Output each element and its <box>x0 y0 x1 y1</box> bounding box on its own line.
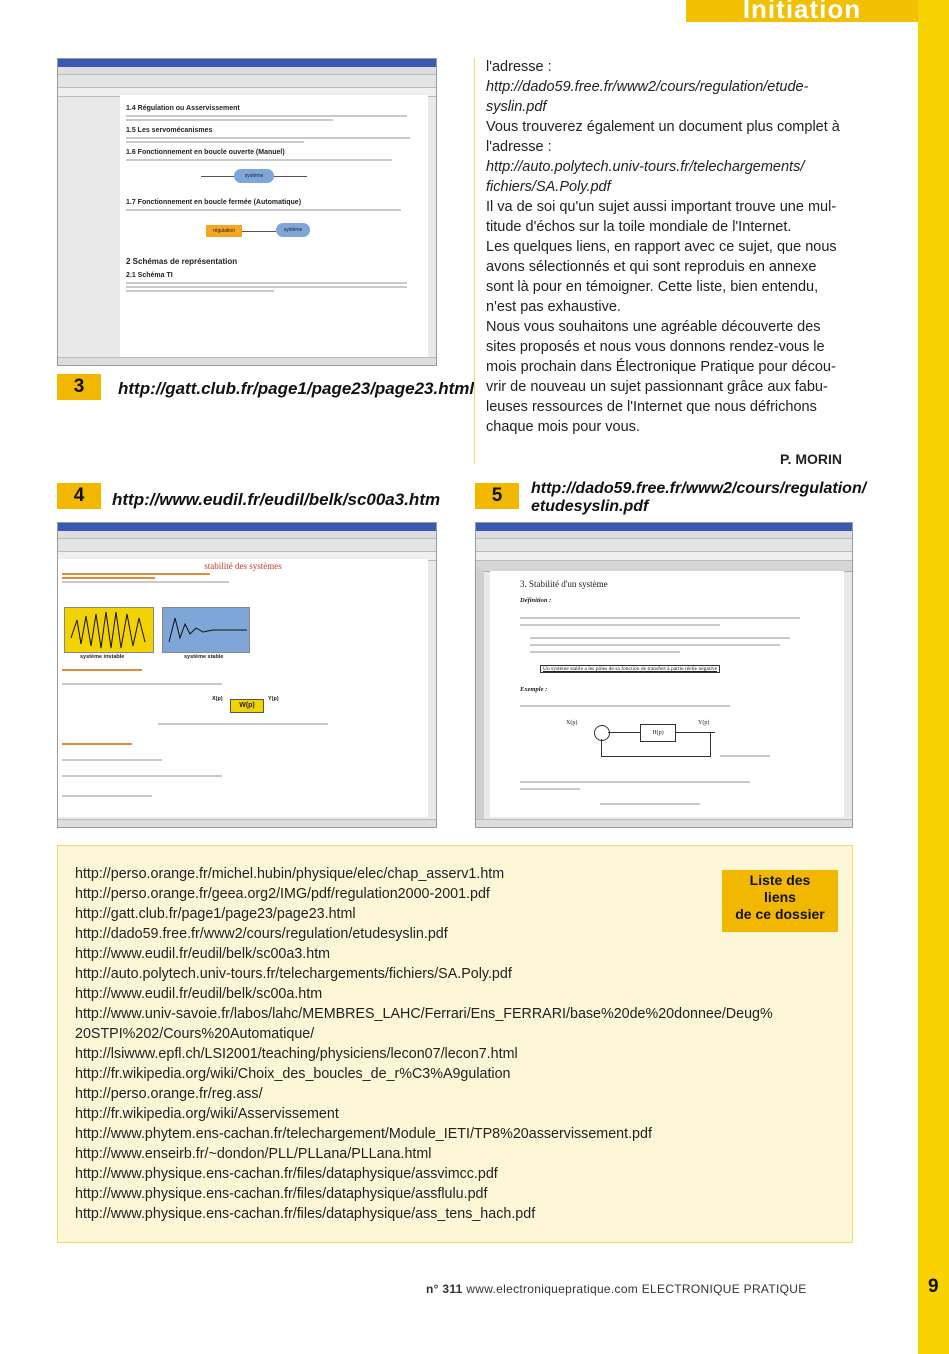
fig5-output-label: Y(p) <box>698 720 710 726</box>
figure-5-screenshot <box>475 522 853 828</box>
link-item[interactable]: http://www.physique.ens-cachan.fr/files/dataphysique/assvimcc.pdf <box>75 1166 498 1182</box>
article-line: Nous vous souhaitons une agréable découverte des <box>486 319 821 335</box>
fig3-heading-1: 1.4 Régulation ou Asservissement <box>126 105 240 112</box>
link-item[interactable]: http://www.phytem.ens-cachan.fr/telechargement/Module_IETI/TP8%20asservissement.pdf <box>75 1126 652 1142</box>
author: P. MORIN <box>780 451 842 467</box>
article-line: chaque mois pour vous. <box>486 419 640 435</box>
figure-4-number: 4 <box>57 483 101 509</box>
links-badge-line: de ce dossier <box>735 906 825 922</box>
figure-4-screenshot <box>57 522 437 828</box>
fig4-block: W(p) <box>230 699 264 713</box>
link-item[interactable]: http://www.univ-savoie.fr/labos/lahc/MEMBRES_LAHC/Ferrari/Ens_FERRARI/base%20de%20donnee/Deug% <box>75 1006 773 1022</box>
figure-3-number: 3 <box>57 374 101 400</box>
article-line: http://auto.polytech.univ-tours.fr/telechargements/ <box>486 159 805 175</box>
figure-5-caption-line-2: etudesyslin.pdf <box>531 498 649 515</box>
figure-3-caption: http://gatt.club.fr/page1/page23/page23.html <box>118 379 475 398</box>
figure-5-number: 5 <box>475 483 519 509</box>
issue-number: 311 <box>442 1282 463 1296</box>
column-rule <box>474 58 475 464</box>
article-line: avons sélectionnés et qui sont reproduis en annexe <box>486 259 817 275</box>
fig3-block-system: système <box>234 169 274 183</box>
link-item[interactable]: http://www.physique.ens-cachan.fr/files/dataphysique/assflulu.pdf <box>75 1186 488 1202</box>
page-edge-strip <box>918 0 949 1354</box>
article-line: syslin.pdf <box>486 99 547 115</box>
fig3-heading-4: 1.7 Fonctionnement en boucle fermée (Automatique) <box>126 199 302 206</box>
fig5-input-label: X(p) <box>566 720 578 726</box>
article-line: Il va de soi qu'un sujet aussi important trouve une mul- <box>486 199 837 215</box>
link-item[interactable]: http://dado59.free.fr/www2/cours/regulation/etudesyslin.pdf <box>75 926 448 942</box>
links-badge <box>722 870 838 932</box>
link-item[interactable]: http://gatt.club.fr/page1/page23/page23.html <box>75 906 356 922</box>
page-footer <box>426 1282 807 1296</box>
fig5-boxed-sentence: Un système stable a les pôles de sa fonction de transfert à partie réelle négative <box>540 665 720 673</box>
fig3-block-regulation: régulation <box>206 225 242 237</box>
links-list <box>75 864 773 1224</box>
magazine-name: ELECTRONIQUE PRATIQUE <box>641 1282 807 1296</box>
article-line: http://dado59.free.fr/www2/cours/regulation/etude- <box>486 79 809 95</box>
fig4-unstable-label: système instable <box>80 654 125 660</box>
article-line: Vous trouverez également un document plus complet à <box>486 119 840 135</box>
fig3-heading-6: 2.1 Schéma TI <box>126 272 173 279</box>
link-item[interactable]: http://www.enseirb.fr/~dondon/PLL/PLLana/PLLana.html <box>75 1146 432 1162</box>
section-header: Initiation <box>686 0 918 22</box>
fig3-heading-3: 1.6 Fonctionnement en boucle ouverte (Manuel) <box>126 149 285 156</box>
links-badge-line: liens <box>764 889 796 905</box>
links-badge-line: Liste des <box>749 872 811 888</box>
link-item[interactable]: http://perso.orange.fr/geea.org2/IMG/pdf/regulation2000-2001.pdf <box>75 886 490 902</box>
link-item[interactable]: http://lsiwww.epfl.ch/LSI2001/teaching/physiciens/lecon07/lecon7.html <box>75 1046 518 1062</box>
fig3-block-system-2: système <box>276 223 310 237</box>
link-item[interactable]: http://www.eudil.fr/eudil/belk/sc00a3.htm <box>75 946 331 962</box>
article-line: mois prochain dans Électronique Pratique pour décou- <box>486 359 836 375</box>
figure-5-caption-line-1: http://dado59.free.fr/www2/cours/regulation/ <box>531 480 867 497</box>
article-column <box>486 57 852 437</box>
website: www.electroniquepratique.com <box>466 1282 639 1296</box>
page-number: 9 <box>928 1276 939 1297</box>
fig5-section-title: 3. Stabilité d'un système <box>520 579 608 589</box>
article-line: sites proposés et nous vous donnons rendez-vous le <box>486 339 825 355</box>
fig5-definition-label: Définition : <box>520 597 552 604</box>
article-line: l'adresse : <box>486 139 552 155</box>
fig5-example-label: Exemple : <box>520 686 548 693</box>
fig3-heading-2: 1.5 Les servomécanismes <box>126 127 213 134</box>
fig4-output-label: Y(p) <box>268 696 279 702</box>
article-line: Les quelques liens, en rapport avec ce sujet, que nous <box>486 239 837 255</box>
article-line: vrir de nouveau un sujet passionnant grâce aux fabu- <box>486 379 828 395</box>
link-item[interactable]: http://auto.polytech.univ-tours.fr/telechargements/fichiers/SA.Poly.pdf <box>75 966 512 982</box>
fig3-heading-5: 2 Schémas de représentation <box>126 257 238 266</box>
article-line: leuses ressources de l'Internet que nous défrichons <box>486 399 817 415</box>
figure-4-caption: http://www.eudil.fr/eudil/belk/sc00a3.htm <box>112 490 441 509</box>
link-item[interactable]: http://fr.wikipedia.org/wiki/Asservissement <box>75 1106 339 1122</box>
fig5-block: H(p) <box>640 724 676 742</box>
issue-prefix: n° <box>426 1282 439 1296</box>
link-item[interactable]: http://www.physique.ens-cachan.fr/files/dataphysique/ass_tens_hach.pdf <box>75 1206 536 1222</box>
link-item[interactable]: 20STPI%202/Cours%20Automatique/ <box>75 1026 315 1042</box>
link-item[interactable]: http://fr.wikipedia.org/wiki/Choix_des_boucles_de_r%C3%A9gulation <box>75 1066 511 1082</box>
link-item[interactable]: http://perso.orange.fr/reg.ass/ <box>75 1086 263 1102</box>
article-line: l'adresse : <box>486 59 552 75</box>
fig4-page-title: stabilité des systèmes <box>204 561 282 571</box>
figure-3-screenshot <box>57 58 437 366</box>
article-line: sont là pour en témoigner. Cette liste, bien entendu, <box>486 279 819 295</box>
link-item[interactable]: http://perso.orange.fr/michel.hubin/physique/elec/chap_asserv1.htm <box>75 866 505 882</box>
article-line: fichiers/SA.Poly.pdf <box>486 179 611 195</box>
article-line: titude d'échos sur la toile mondiale de l'Internet. <box>486 219 792 235</box>
article-line: n'est pas exhaustive. <box>486 299 621 315</box>
fig4-input-label: X(p) <box>212 696 223 702</box>
fig4-stable-label: système stable <box>184 654 224 660</box>
link-item[interactable]: http://www.eudil.fr/eudil/belk/sc00a.htm <box>75 986 323 1002</box>
